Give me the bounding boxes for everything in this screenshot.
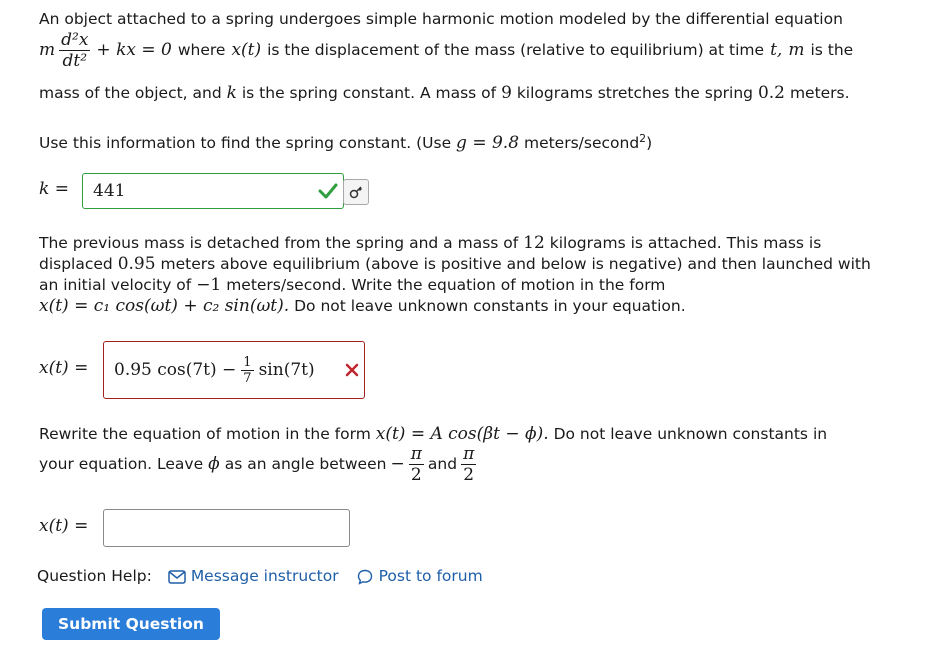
key-button[interactable] — [343, 179, 369, 205]
intro-line-2: m $\frac{\text{d²x}}{\text{dt²}}$ + kx = 0 where x(t) is the displacement of the mass (relative to equilibrium) at time t, m is the — [39, 30, 854, 71]
envelope-icon — [168, 570, 186, 584]
use-g-instruction: Use this information to find the spring constant. (Use g = 9.8 meters/second$^2$) — [39, 132, 653, 154]
part3-line-1: Rewrite the equation of motion in the form x(t) = A cos(βt − ϕ). Do not leave unknown constants in — [39, 424, 828, 444]
message-instructor-link[interactable]: Message instructor — [190, 567, 339, 585]
comment-icon — [357, 569, 373, 585]
part2-paragraph: The previous mass is detached from the spring and a mass of 12 kilograms is attached. This mass is displaced 0.95 meters above equilibrium (above is positive and below is negative) and then launched with an initial velocity of −1 meters/second. Write the equation of motion in the form x(t) = c₁ cos(ωt) + c₂ sin(ωt). Do not leave unknown constants in your equation. — [39, 233, 871, 316]
xt2-answer-input[interactable] — [103, 509, 350, 547]
intro-line-3: mass of the object, and k is the spring constant. A mass of 9 kilograms stretches the spring 0.2 meters. — [39, 83, 850, 103]
submit-button[interactable]: Submit Question — [42, 608, 220, 640]
part3-line-2: your equation. Leave ϕ as an angle between − $\frac{\pi}{2}$ and $\frac{\pi}{2}$ — [39, 444, 475, 485]
check-icon — [318, 182, 338, 200]
derivative-fraction: $\frac{\text{d²x}}{\text{dt²}}$ — [61, 30, 89, 71]
xt-answer-input[interactable]: 0.95 cos(7t) − $\frac{1}{7}$ sin(7t) — [103, 341, 365, 399]
k-answer-label: k = — [39, 179, 69, 199]
post-to-forum-link[interactable]: Post to forum — [378, 567, 483, 585]
question-help: Question Help: Message instructor Post to forum — [37, 567, 483, 585]
k-answer-input[interactable]: 441 — [82, 173, 344, 209]
xt-answer-label: x(t) = — [39, 358, 89, 378]
intro-line-1: An object attached to a spring undergoes simple harmonic motion modeled by the differential equation — [39, 10, 843, 28]
cross-icon — [345, 363, 359, 377]
key-icon — [348, 184, 364, 200]
xt2-answer-label: x(t) = — [39, 516, 89, 536]
